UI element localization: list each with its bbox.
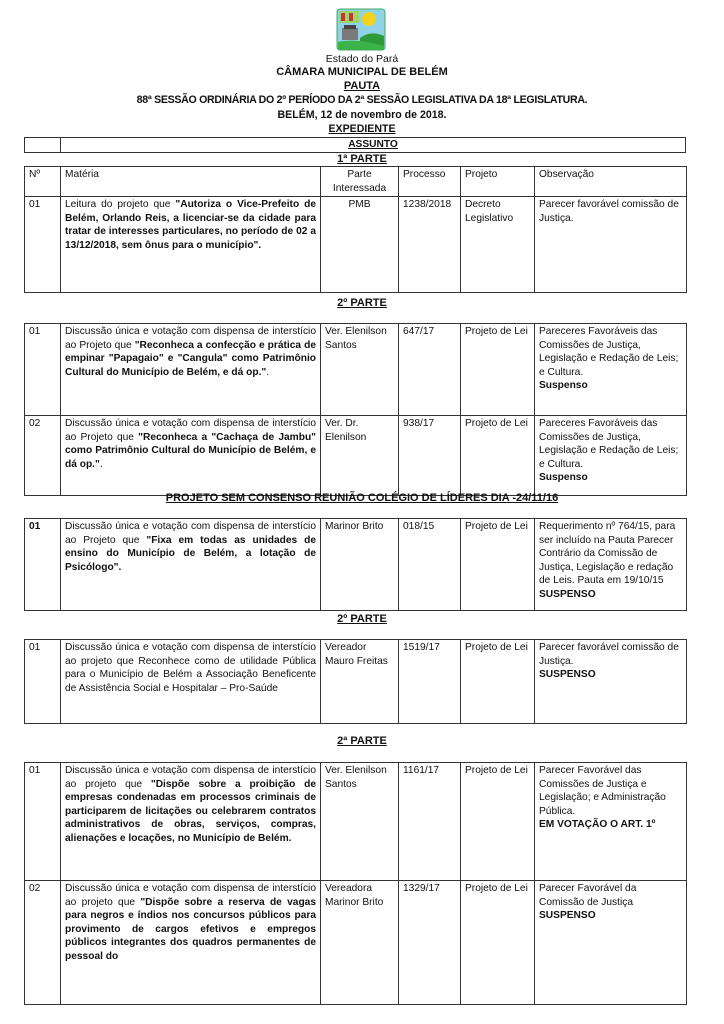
materia-cell bbox=[61, 640, 321, 724]
materia-text: Leitura do projeto que bbox=[65, 199, 176, 211]
observacao-cell bbox=[535, 763, 687, 881]
section-heading: 2º PARTE bbox=[337, 297, 387, 309]
observacao-text: Parecer favorável comissão de Justiça. bbox=[539, 642, 679, 667]
observacao-text: Pareceres Favoráveis das Comissões de Justiça, Legislação e Redação de Leis; e Cultura. bbox=[539, 418, 679, 470]
materia-subject: "Reconheca a "Cachaça de Jambu" como Patrimônio Cultural do Município de Belém, e dá op." bbox=[65, 431, 316, 470]
processo-number: 1161/17 bbox=[399, 763, 461, 881]
status-badge: SUSPENSO bbox=[539, 588, 596, 600]
chamber-name: CÂMARA MUNICIPAL DE BELÉM bbox=[276, 66, 448, 78]
agenda-table bbox=[24, 166, 687, 293]
materia-subject: "Fixa em todas as unidades de ensino do Município de Belém, a lotação de Psicólogo". bbox=[65, 534, 316, 573]
materia-cell bbox=[61, 519, 321, 611]
materia-subject: "Autoriza o Vice-Prefeito de Belém, Orlando Reis, a licenciar-se da cidade para tratar de interesses particulares, no período de 02 a 13/12/2018, sem ônus para o município". bbox=[65, 199, 316, 251]
table-row bbox=[25, 881, 687, 1005]
column-header: Processo bbox=[399, 167, 461, 197]
observacao-cell bbox=[535, 324, 687, 416]
section-heading: 2º PARTE bbox=[337, 613, 387, 625]
status-badge: SUSPENSO bbox=[539, 910, 596, 922]
item-number: 01 bbox=[25, 763, 61, 881]
processo-number: 647/17 bbox=[399, 324, 461, 416]
projeto-type: Projeto de Lei bbox=[461, 763, 535, 881]
coat-of-arms-icon bbox=[336, 8, 386, 51]
column-header: Observação bbox=[535, 167, 687, 197]
observacao-cell bbox=[535, 881, 687, 1005]
projeto-type: Projeto de Lei bbox=[461, 881, 535, 1005]
column-header: Parte Interessada bbox=[321, 167, 399, 197]
observacao-cell bbox=[535, 519, 687, 611]
session-date: BELÉM, 12 de novembro de 2018. bbox=[277, 109, 447, 121]
materia-cell bbox=[61, 881, 321, 1005]
observacao-cell bbox=[535, 640, 687, 724]
document-title: PAUTA bbox=[343, 80, 381, 92]
table-row bbox=[25, 324, 687, 416]
assunto-table bbox=[24, 137, 686, 153]
table-row bbox=[25, 640, 687, 724]
projeto-type: Projeto de Lei bbox=[461, 324, 535, 416]
column-header: Nº bbox=[25, 167, 61, 197]
processo-number: 1519/17 bbox=[399, 640, 461, 724]
processo-number: 1238/2018 bbox=[399, 197, 461, 293]
materia-text: Discussão única e votação com dispensa de interstício ao projeto que Reconhece como de utilidade Pública para o Município de Belém a Associação Beneficente de Assistência Social e Hospitalar – Pro-Saúde bbox=[65, 642, 316, 694]
materia-subject: "Dispõe sobre a proibição de empresas condenadas em processos criminais de participarem de licitações ou celebrarem contratos administrativos de obras, serviços, compras, alienações e locações, no Município de Belém. bbox=[65, 778, 316, 844]
table-row bbox=[25, 763, 687, 881]
table-row bbox=[25, 197, 687, 293]
parte-interessada: Vereador Mauro Freitas bbox=[321, 640, 399, 724]
item-number: 02 bbox=[25, 416, 61, 496]
agenda-table bbox=[24, 639, 687, 724]
observacao-cell bbox=[535, 197, 687, 293]
parte-interessada: Marinor Brito bbox=[321, 519, 399, 611]
session-title: 88ª SESSÃO ORDINÁRIA DO 2º PERÍODO DA 2ª SESSÃO LEGISLATIVA DA 18ª LEGISLATURA. bbox=[136, 94, 588, 106]
projeto-type: Projeto de Lei bbox=[461, 416, 535, 496]
agenda-table bbox=[24, 518, 687, 611]
materia-text: Discussão única e votação com dispensa de interstício ao Projeto que bbox=[65, 521, 316, 546]
materia-tail: . bbox=[99, 458, 103, 470]
parte-interessada: Vereadora Marinor Brito bbox=[321, 881, 399, 1005]
projeto-type: Projeto de Lei bbox=[461, 640, 535, 724]
state-name: Estado do Pará bbox=[325, 53, 399, 65]
materia-cell bbox=[61, 763, 321, 881]
expediente-heading: EXPEDIENTE bbox=[328, 123, 396, 135]
observacao-text: Parecer Favorável da Comissão de Justiça bbox=[539, 883, 637, 908]
projeto-type: Projeto de Lei bbox=[461, 519, 535, 611]
processo-number: 018/15 bbox=[399, 519, 461, 611]
item-number: 01 bbox=[25, 640, 61, 724]
observacao-cell bbox=[535, 416, 687, 496]
materia-subject: "Reconheca a confecção e prática de empinar "Papagaio" e "Cangula" como Patrimônio Cultural do Município de Belém, e dá op." bbox=[65, 339, 317, 378]
item-number: 02 bbox=[25, 881, 61, 1005]
status-badge: SUSPENSO bbox=[539, 669, 596, 681]
observacao-text: Requerimento nº 764/15, para ser incluído na Pauta Parecer Contrário da Comissão de Justiça, Legislação e redação de Leis. Pauta em 19/10/15 bbox=[539, 521, 676, 587]
table-row bbox=[25, 519, 687, 611]
materia-cell bbox=[61, 197, 321, 293]
status-badge: EM VOTAÇÃO O ART. 1º bbox=[539, 819, 656, 831]
observacao-text: Parecer favorável comissão de Justiça. bbox=[539, 199, 679, 224]
table-header-row bbox=[25, 167, 687, 197]
item-number: 01 bbox=[25, 324, 61, 416]
column-header: Projeto bbox=[461, 167, 535, 197]
agenda-table bbox=[24, 762, 687, 1005]
item-number: 01 bbox=[25, 197, 61, 293]
observacao-text: Pareceres Favoráveis das Comissões de Justiça, Legislação e Redação de Leis; e Cultura. bbox=[539, 326, 679, 378]
parte-interessada: Ver. Elenilson Santos bbox=[321, 324, 399, 416]
materia-tail: . bbox=[266, 366, 270, 378]
materia-cell bbox=[61, 416, 321, 496]
materia-subject: "Dispõe sobre a reserva de vagas para negros e índios nos concursos públicos para provimento de cargos efetivos e empregos públicos integrantes dos quadros permanentes de pessoal do bbox=[65, 896, 316, 962]
section-heading: 2ª PARTE bbox=[337, 735, 387, 747]
materia-text: Discussão única e votação com dispensa de interstício ao projeto que bbox=[65, 883, 316, 908]
table-row bbox=[25, 416, 687, 496]
section-heading: PROJETO SEM CONSENSO REUNIÃO COLÉGIO DE LÍDERES DIA -24/11/16 bbox=[165, 492, 559, 504]
assunto-blank-cell bbox=[25, 138, 61, 153]
processo-number: 938/17 bbox=[399, 416, 461, 496]
observacao-text: Parecer Favorável das Comissões de Justiça e Legislação; e Administração Pública. bbox=[539, 765, 666, 817]
materia-cell bbox=[61, 324, 321, 416]
parte-interessada: PMB bbox=[321, 197, 399, 293]
section-heading: 1ª PARTE bbox=[337, 153, 387, 165]
materia-text: Discussão única e votação com dispensa de interstício ao projeto que bbox=[65, 765, 316, 790]
status-badge: Suspenso bbox=[539, 380, 588, 392]
item-number: 01 bbox=[25, 519, 61, 611]
parte-interessada: Ver. Dr. Elenilson bbox=[321, 416, 399, 496]
status-badge: Suspenso bbox=[539, 472, 588, 484]
materia-text: Discussão única e votação com dispensa de interstício ao Projeto que bbox=[65, 326, 316, 351]
parte-interessada: Ver. Elenilson Santos bbox=[321, 763, 399, 881]
projeto-type: Decreto Legislativo bbox=[461, 197, 535, 293]
processo-number: 1329/17 bbox=[399, 881, 461, 1005]
agenda-table bbox=[24, 323, 687, 496]
materia-text: Discussão única e votação com dispensa de interstício ao Projeto que bbox=[65, 418, 316, 443]
assunto-label: ASSUNTO bbox=[61, 138, 686, 153]
column-header: Matéria bbox=[61, 167, 321, 197]
